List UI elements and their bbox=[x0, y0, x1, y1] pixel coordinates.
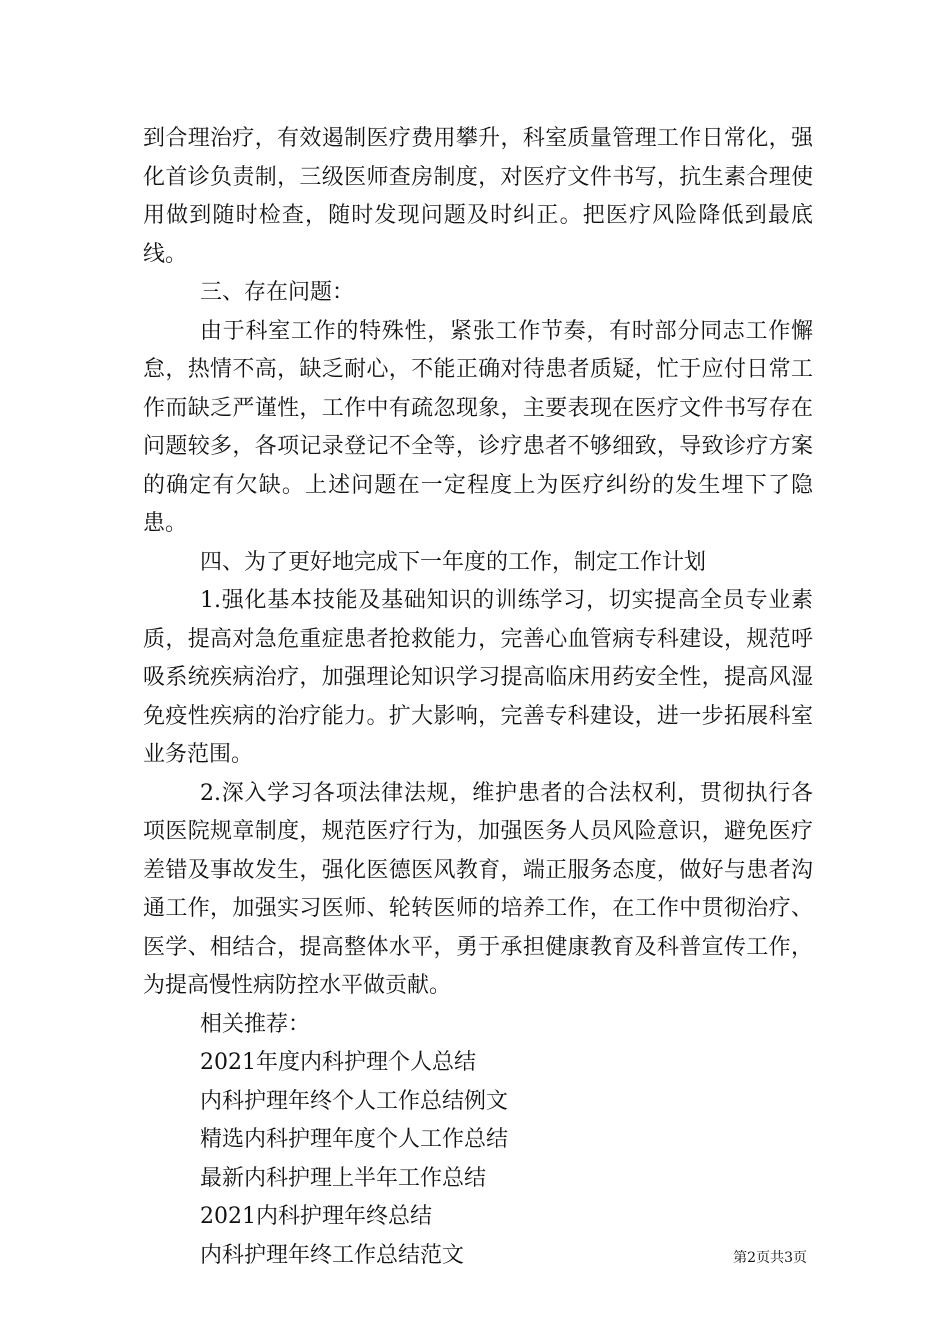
recommendation-link[interactable]: 2021年度内科护理个人总结 bbox=[200, 1050, 476, 1075]
recommendations-title: 相关推荐： bbox=[200, 1011, 311, 1037]
recommendation-link[interactable]: 精选内科护理年度个人工作总结 bbox=[200, 1127, 509, 1152]
paragraph-problems: 由于科室工作的特殊性，紧张工作节奏，有时部分同志工作懈怠，热情不高，缺乏耐心，不能正确对待患者质疑，忙于应付日常工作而缺乏严谨性，工作中有疏忽现象，主要表现在医疗文件书写存在问题较多，各项记录登记不全等，诊疗患者不够细致，导致诊疗方案的确定有欠缺。上述问题在一定程度上为医疗纠纷的发生埋下了隐患。 bbox=[143, 318, 813, 536]
document-body bbox=[143, 120, 813, 1275]
recommendation-link[interactable]: 最新内科护理上半年工作总结 bbox=[200, 1165, 487, 1191]
recommendation-link[interactable]: 内科护理年终工作总结范文 bbox=[200, 1242, 465, 1268]
recommendation-link[interactable]: 2021内科护理年终总结 bbox=[200, 1204, 432, 1229]
section-heading-plan: 四、为了更好地完成下一年度的工作，制定工作计划 bbox=[200, 549, 707, 575]
page-number: 第2页共3页 bbox=[733, 1250, 807, 1266]
recommendations-list bbox=[143, 1044, 813, 1275]
recommendation-link[interactable]: 内科护理年终个人工作总结例文 bbox=[200, 1088, 509, 1114]
paragraph-continued: 到合理治疗，有效遏制医疗费用攀升，科室质量管理工作日常化，强化首诊负责制，三级医师查房制度，对医疗文件书写，抗生素合理使用做到随时检查，随时发现问题及时纠正。把医疗风险降低到最底线。 bbox=[143, 126, 813, 267]
section-heading-problems: 三、存在问题： bbox=[200, 280, 355, 305]
paragraph-plan-item-1: 1.强化基本技能及基础知识的训练学习，切实提高全员专业素质，提高对急危重症患者抢救能力，完善心血管病专科建设，规范呼吸系统疾病治疗，加强理论知识学习提高临床用药安全性，提高风湿免疫性疾病的治疗能力。扩大影响，完善专科建设，进一步拓展科室业务范围。 bbox=[143, 588, 813, 767]
paragraph-plan-item-2: 2.深入学习各项法律法规，维护患者的合法权利，贯彻执行各项医院规章制度，规范医疗行为，加强医务人员风险意识，避免医疗差错及事故发生，强化医德医风教育，端正服务态度，做好与患者沟通工作，加强实习医师、轮转医师的培养工作，在工作中贯彻治疗、医学、相结合，提高整体水平，勇于承担健康教育及科普宣传工作，为提高慢性病防控水平做贡献。 bbox=[143, 780, 813, 998]
